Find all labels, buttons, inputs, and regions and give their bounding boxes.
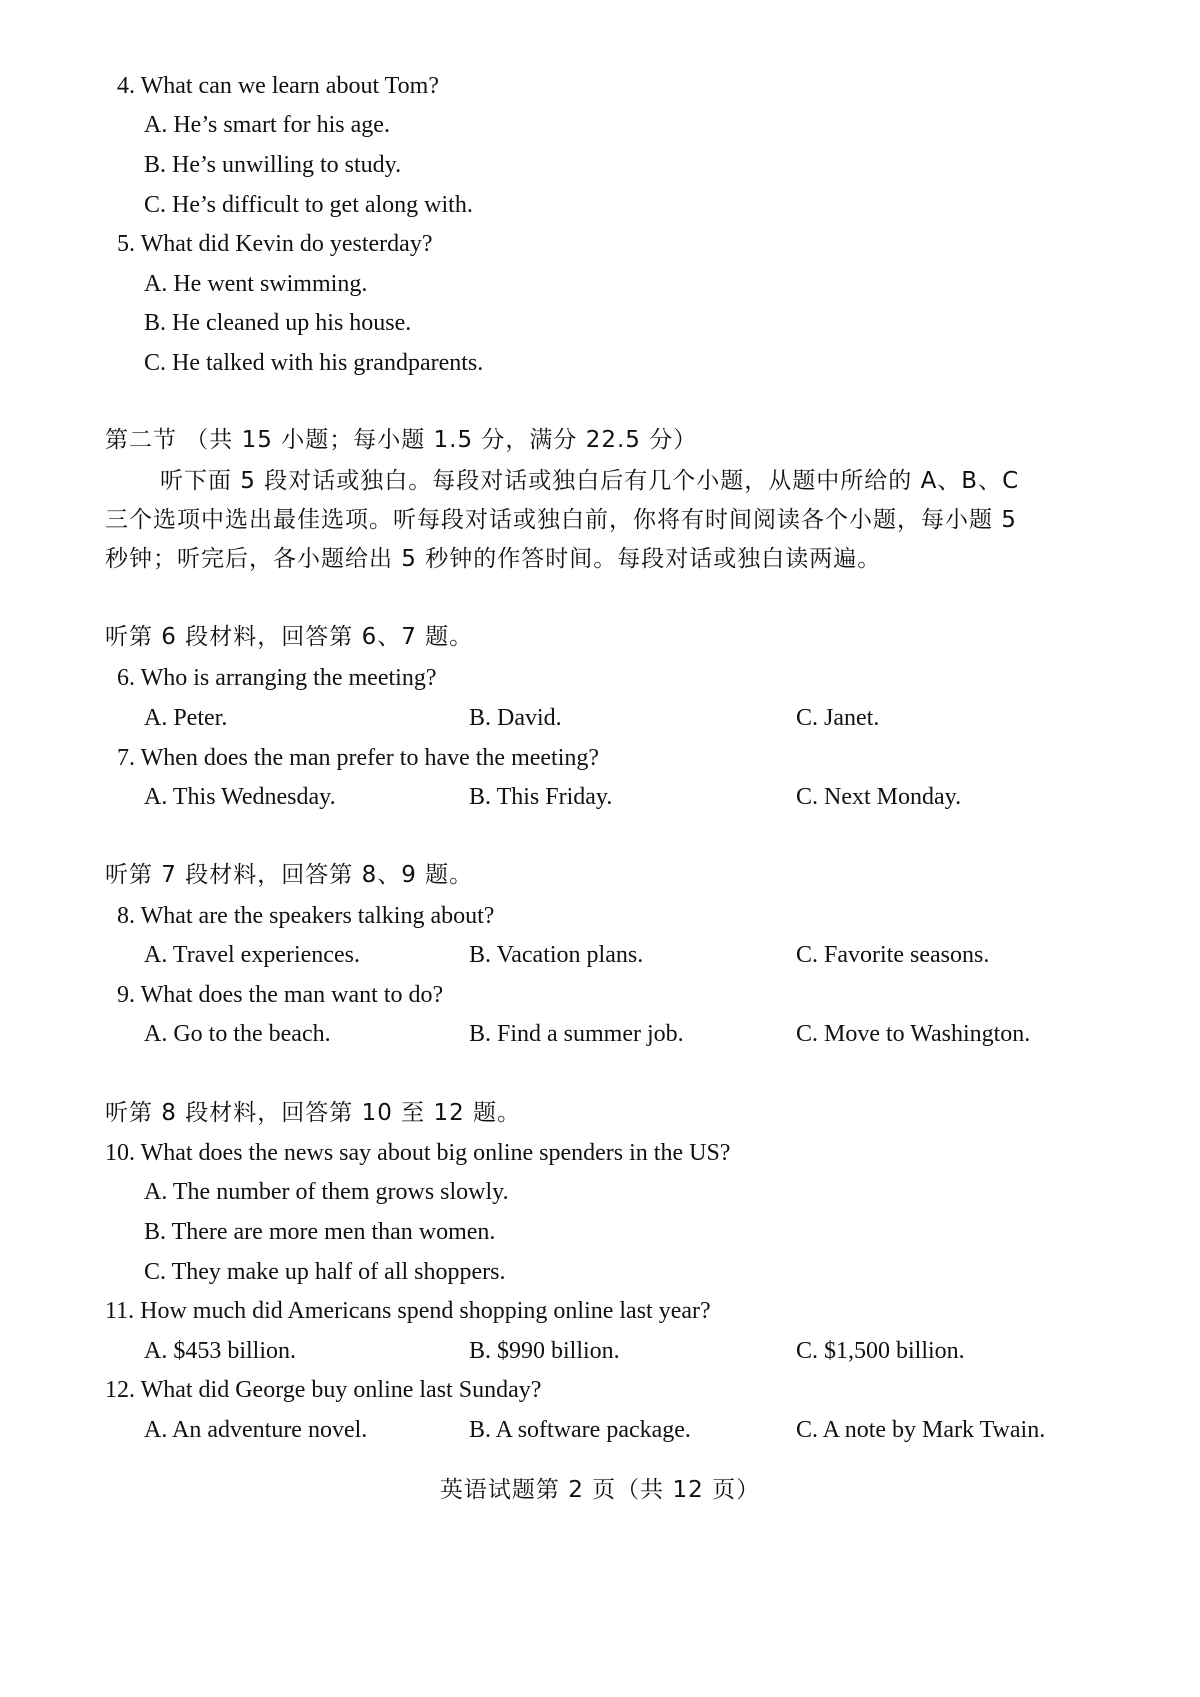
question-4-option-a: A. He’s smart for his age. (144, 112, 390, 138)
question-5-option-b: B. He cleaned up his house. (144, 310, 412, 336)
question-6-option-a: A. Peter. (144, 705, 228, 731)
question-7-option-c: C. Next Monday. (796, 784, 962, 810)
question-11-option-c: C. $1,500 billion. (796, 1338, 965, 1364)
question-8-option-a: A. Travel experiences. (144, 942, 360, 968)
question-7-option-a: A. This Wednesday. (144, 784, 336, 810)
question-8-option-c: C. Favorite seasons. (796, 942, 990, 968)
question-9-option-a: A. Go to the beach. (144, 1021, 331, 1047)
question-12-option-b: B. A software package. (469, 1417, 691, 1443)
instructions-line-3: 秒钟；听完后，各小题给出 5 秒钟的作答时间。每段对话或独白读两遍。 (105, 546, 882, 572)
question-7-stem: 7. When does the man prefer to have the meeting? (117, 745, 600, 771)
section-title: 第二节 （共 15 小题；每小题 1.5 分，满分 22.5 分） (105, 427, 698, 453)
question-4-option-b: B. He’s unwilling to study. (144, 152, 402, 178)
question-4-stem: 4. What can we learn about Tom? (117, 73, 439, 99)
question-12-stem: 12. What did George buy online last Sunday? (105, 1377, 542, 1403)
page-footer: 英语试题第 2 页（共 12 页） (439, 1477, 761, 1503)
question-9-stem: 9. What does the man want to do? (117, 982, 444, 1008)
question-9-option-c: C. Move to Washington. (796, 1021, 1031, 1047)
instructions-line-1: 听下面 5 段对话或独白。每段对话或独白后有几个小题，从题中所给的 A、B、C (160, 468, 1020, 494)
group-7-heading: 听第 7 段材料，回答第 8、9 题。 (105, 862, 474, 888)
question-10-option-c: C. They make up half of all shoppers. (144, 1259, 506, 1285)
question-5-option-a: A. He went swimming. (144, 271, 368, 297)
question-9-option-b: B. Find a summer job. (469, 1021, 684, 1047)
question-8-option-b: B. Vacation plans. (469, 942, 644, 968)
instructions-line-2: 三个选项中选出最佳选项。听每段对话或独白前，你将有时间阅读各个小题，每小题 5 (105, 507, 1017, 533)
question-11-option-a: A. $453 billion. (144, 1338, 297, 1364)
question-12-option-c: C. A note by Mark Twain. (796, 1417, 1046, 1443)
question-12-option-a: A. An adventure novel. (144, 1417, 368, 1443)
question-6-option-c: C. Janet. (796, 705, 880, 731)
question-10-stem: 10. What does the news say about big online spenders in the US? (105, 1140, 731, 1166)
question-5-stem: 5. What did Kevin do yesterday? (117, 231, 433, 257)
group-8-heading: 听第 8 段材料，回答第 10 至 12 题。 (105, 1100, 522, 1126)
question-7-option-b: B. This Friday. (469, 784, 613, 810)
question-11-option-b: B. $990 billion. (469, 1338, 620, 1364)
question-6-stem: 6. Who is arranging the meeting? (117, 665, 437, 691)
group-6-heading: 听第 6 段材料，回答第 6、7 题。 (105, 624, 474, 650)
question-8-stem: 8. What are the speakers talking about? (117, 903, 495, 929)
question-10-option-b: B. There are more men than women. (144, 1219, 496, 1245)
question-4-option-c: C. He’s difficult to get along with. (144, 192, 473, 218)
question-5-option-c: C. He talked with his grandparents. (144, 350, 484, 376)
question-11-stem: 11. How much did Americans spend shopping online last year? (105, 1298, 711, 1324)
question-10-option-a: A. The number of them grows slowly. (144, 1179, 509, 1205)
question-6-option-b: B. David. (469, 705, 562, 731)
